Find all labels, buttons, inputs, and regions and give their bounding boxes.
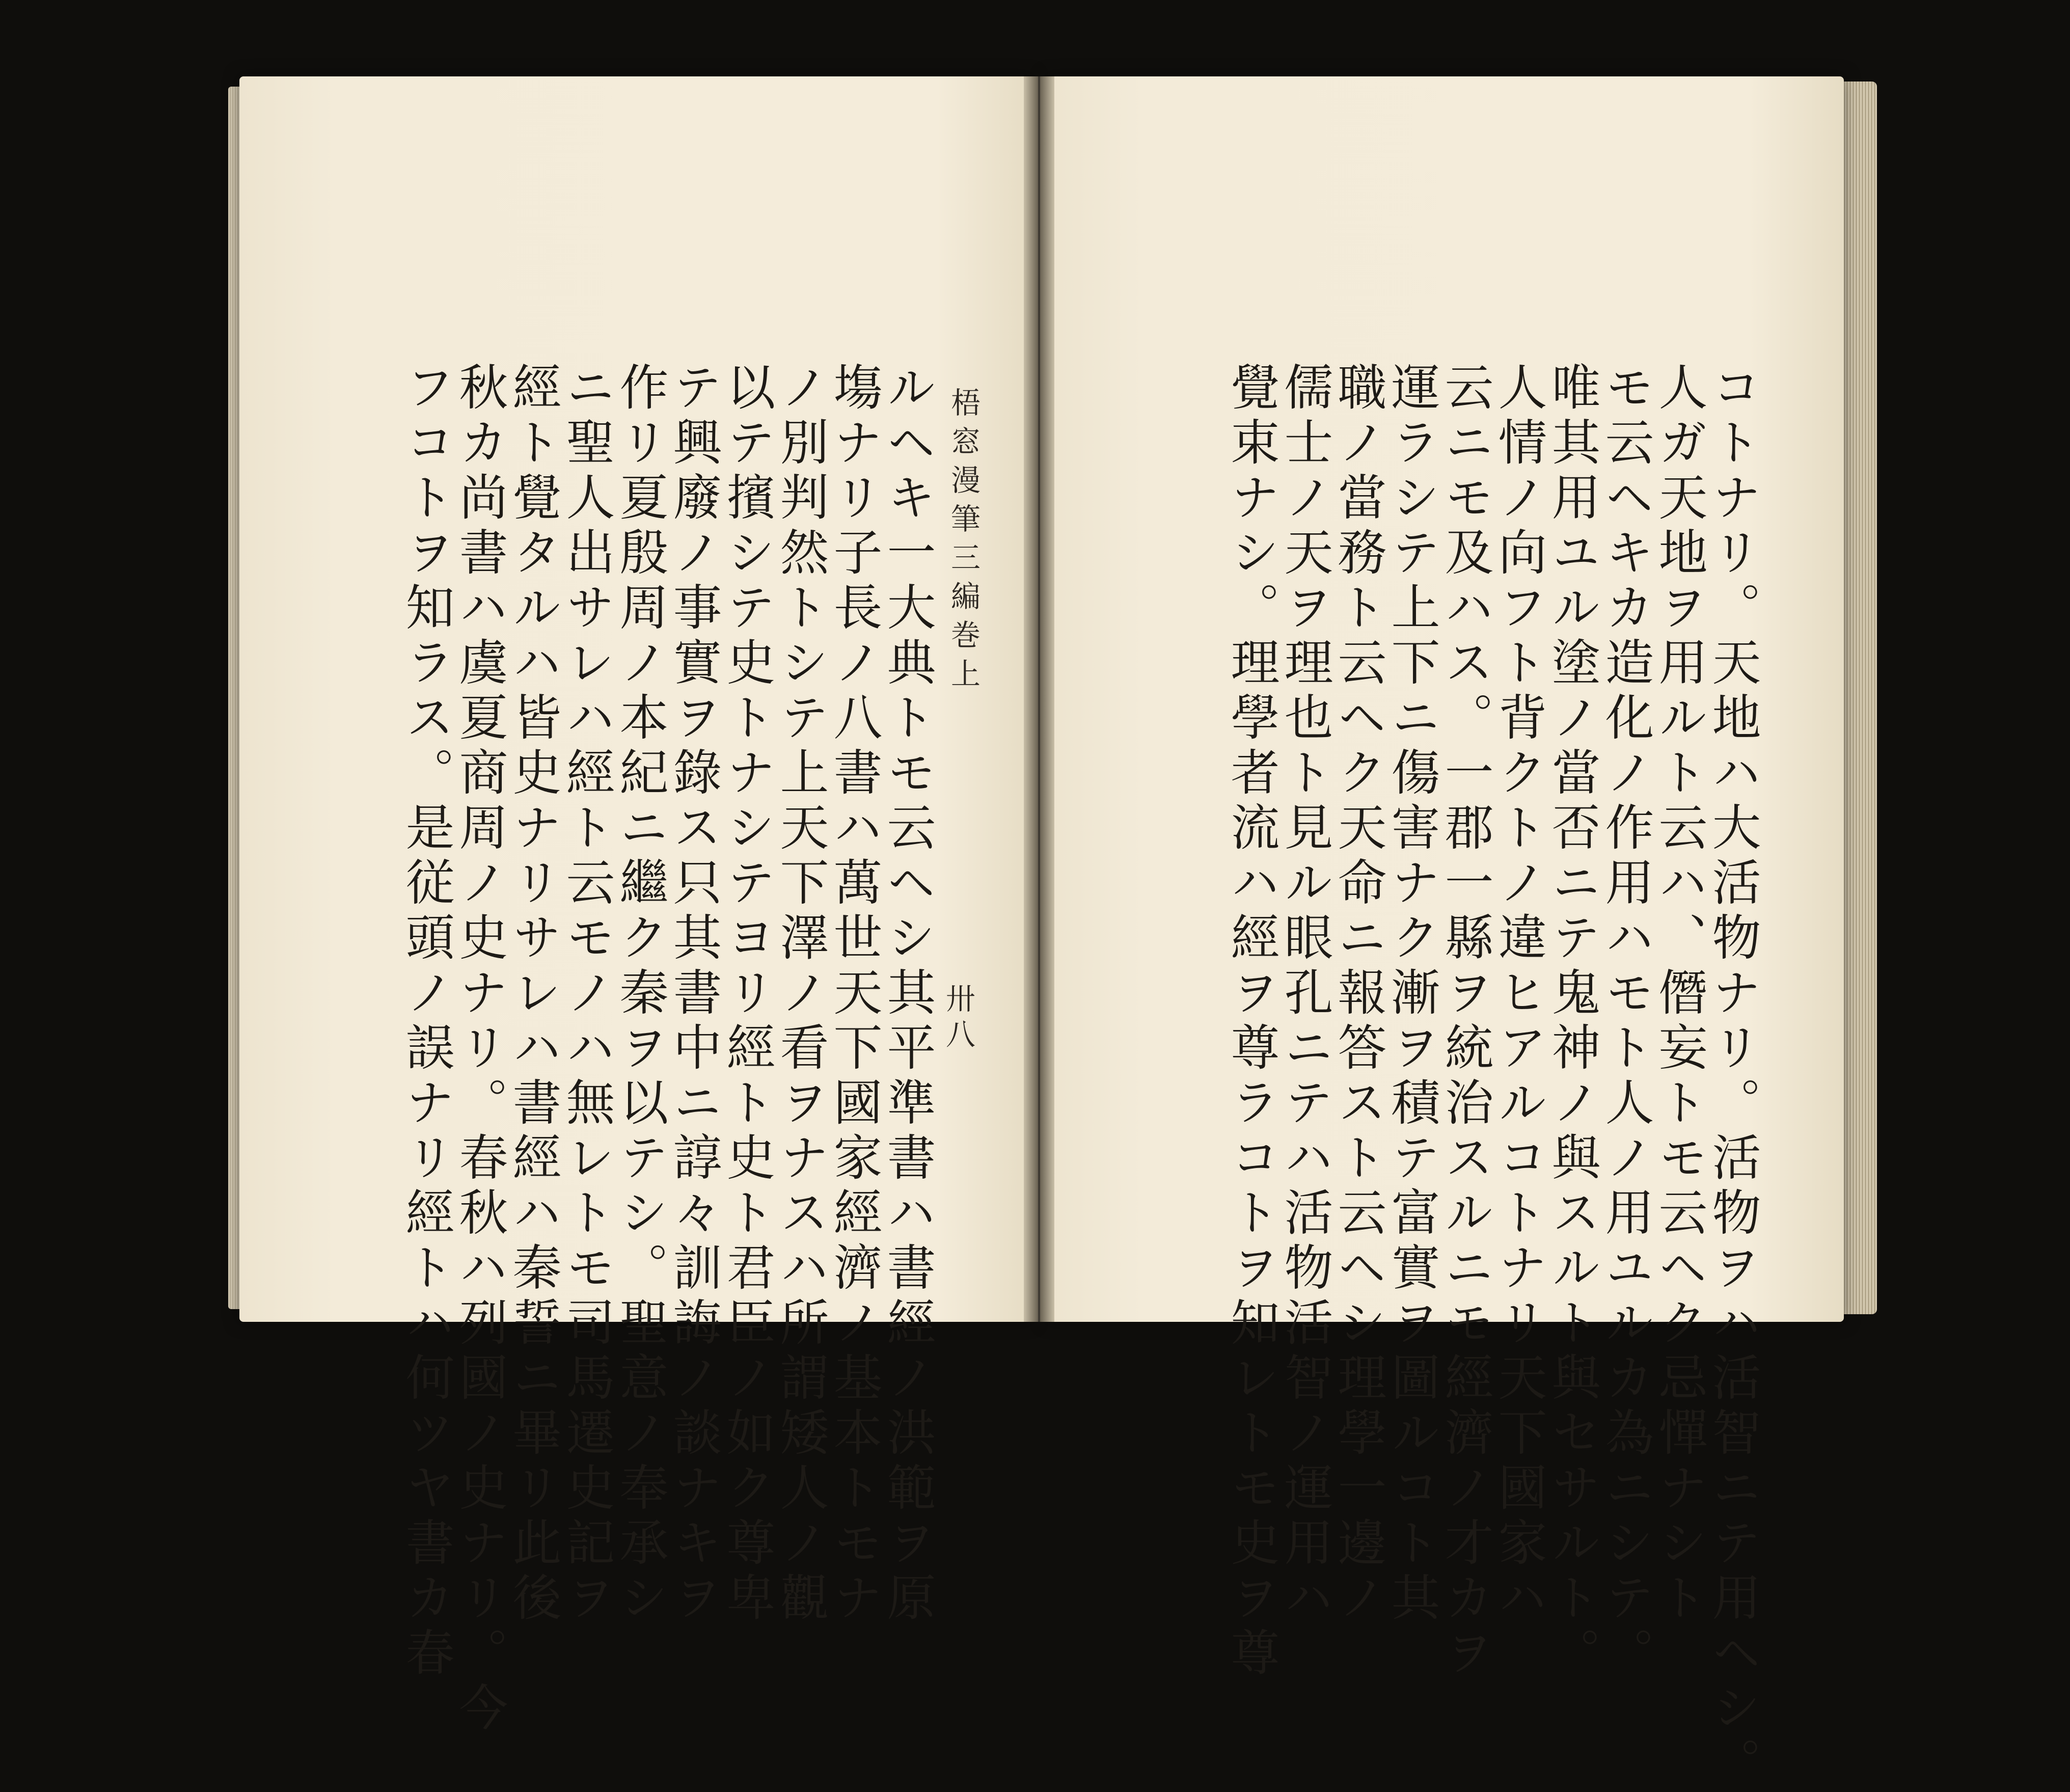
left-column-1: フコトヲ知ラス。是従頭ノ誤ナリ經トハ何ツヤ書カ春: [398, 362, 455, 1682]
right-column-4: 唯其用ユル塗ノ當否ニテ鬼神ノ與スルト與セサルト。: [1544, 362, 1601, 1682]
right-column-5: 人情ノ向フト背クトノ違ヒアルコトナリ天下國家ハ: [1490, 362, 1547, 1627]
left-column-4: ニ聖人出サレハ經ト云モノハ無レトモ司馬遷史記ヲ: [558, 362, 615, 1627]
left-column-2: 秋カ尚書ハ虞夏商周ノ史ナリ。春秋ハ列國ノ史ナリ。今: [451, 362, 508, 1737]
right-column-6: 云ニモ及ハス。一郡一縣ヲ統治スルニモ經濟ノ才カヲ: [1437, 362, 1494, 1682]
left-column-5: 作リ夏殷周ノ本紀ニ繼ク秦ヲ以テシ。聖意ノ奉承シ: [612, 362, 669, 1627]
left-column-10: ルヘキ一大典トモ云ヘシ其平準書ハ書經ノ洪範ヲ原: [879, 362, 936, 1627]
right-page: [1047, 76, 1844, 1792]
left-page: [239, 76, 1031, 1737]
left-column-6: テ興廢ノ事實ヲ錄ス只其書中ニ諄々訓誨ノ談ナキヲ: [665, 362, 722, 1627]
right-column-7: 運ラシテ上下ニ傷害ナク漸ヲ積テ富實ヲ圖ルコト其: [1383, 362, 1440, 1627]
folio: 卅八: [941, 983, 975, 1054]
left-column-7: 以テ擯シテ史トナシテヨリ經ト史ト君臣ノ如ク尊卑: [719, 362, 776, 1627]
right-column-3: モ云ヘキカ造化ノ作用ハモト人ノ用ユルカ為ニシテ。: [1597, 362, 1654, 1682]
gutter: [1024, 76, 1054, 1322]
right-column-9: 儒士ノ天ヲ理也ト見ル眼孔ニテハ活物活智ノ運用ハ: [1276, 362, 1333, 1627]
footer-title: 梧窓漫筆三編巻上: [946, 387, 980, 697]
left-column-3: 經ト覺タルハ皆史ナリサレハ書經ハ秦誓ニ畢リ此後: [505, 362, 562, 1627]
left-column-8: ノ別判然トシテ上天下澤ノ看ヲナスハ所謂矮人ノ觀: [772, 362, 829, 1627]
left-column-9: 塲ナリ子長ノ八書ハ萬世天下國家經濟ノ基本トモナ: [826, 362, 883, 1627]
right-column-8: 職ノ當務ト云ヘク天命ニ報答スト云ヘシ理學一邊ノ: [1330, 362, 1387, 1627]
right-column-1: コトナリ。天地ハ大活物ナリ。活物ヲハ活智ニテ用ヘシ。: [1704, 362, 1761, 1792]
right-column-10: 覺束ナシ。理學者流ハ經ヲ尊ラコトヲ知レトモ史ヲ尊: [1223, 362, 1280, 1682]
open-book: [239, 76, 1877, 1792]
right-column-2: 人ガ天地ヲ用ルト云ハ、僭妄トモ云ヘク忌憚ナシト: [1651, 362, 1708, 1627]
